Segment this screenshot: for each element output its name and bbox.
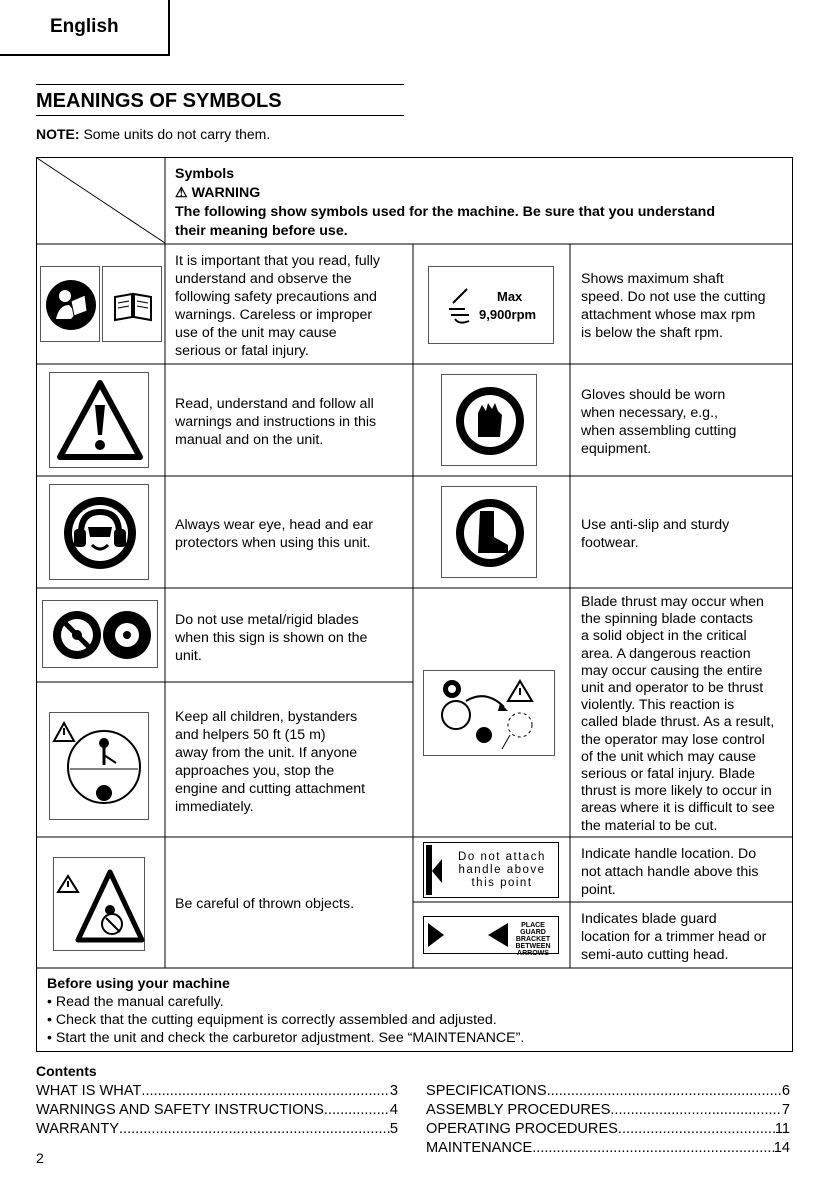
text-line: unit and operator to be thrust (581, 680, 764, 697)
text-line: this point (471, 877, 533, 889)
text-line: Do not attach (458, 851, 546, 863)
toc-leader (141, 1082, 389, 1100)
guard-text (581, 910, 766, 964)
text-line: when this sign is shown on the (175, 630, 368, 646)
bystanders-text (175, 708, 365, 816)
text-line: not attach handle above this (581, 864, 759, 880)
text-line: when necessary, e.g., (581, 405, 718, 421)
toc-label: MAINTENANCE (426, 1140, 533, 1156)
toc-entry[interactable] (426, 1139, 790, 1157)
read-manual-person-icon (40, 266, 100, 342)
text-line: serious or fatal injury. (175, 343, 309, 359)
read-manual-text (175, 252, 380, 360)
text-line: handle above (458, 864, 546, 876)
warning-triangle-icon (49, 372, 149, 468)
toc-label: WARRANTY (36, 1121, 119, 1137)
toc-leader (324, 1101, 390, 1119)
text-line: the material to be cut. (581, 817, 718, 834)
text-line: warnings and instructions in this (175, 414, 377, 430)
text-line: Gloves should be worn (581, 387, 726, 403)
text-line: location for a trimmer head or (581, 929, 767, 945)
text-line: Keep all children, bystanders (175, 709, 358, 725)
toc-page: 11 (774, 1121, 790, 1137)
text-line: called blade thrust. As a result, (581, 714, 775, 731)
text-line: engine and cutting attachment (175, 781, 366, 797)
text-line: and helpers 50 ft (15 m) (175, 727, 326, 743)
max-rpm-icon (428, 266, 554, 344)
header-symbols: Symbols (175, 166, 235, 182)
toc-page: 6 (781, 1083, 790, 1099)
bystanders-icon (49, 712, 149, 820)
blade-thrust-icon (423, 670, 555, 756)
before-item: • Start the unit and check the carburetor adjustment. See “MAINTENANCE”. (47, 1030, 525, 1046)
text-line: Do not use metal/rigid blades (175, 612, 359, 628)
text-line: manual and on the unit. (175, 432, 324, 448)
text-line: It is important that you read, fully (175, 253, 381, 269)
blade-thrust-text (581, 594, 775, 835)
text-line: use of the unit may cause (175, 325, 337, 341)
header-line4: their meaning before use. (175, 223, 348, 239)
text-line: PLACE GUARD (520, 922, 546, 936)
blade-guard-icon (423, 916, 559, 957)
before-item: • Check that the cutting equipment is correctly assembled and adjusted. (47, 1012, 497, 1028)
text-line: point. (581, 882, 616, 898)
handle-text (581, 845, 758, 899)
text-line: Read, understand and follow all (175, 396, 374, 412)
text-line: areas where it is difficult to see (581, 800, 775, 817)
max-rpm-text (581, 270, 766, 342)
text-line: warnings. Careless or improper (175, 307, 373, 323)
book-icon (102, 266, 162, 342)
no-metal-blade-icon (42, 600, 158, 668)
text-line: Blade thrust may occur when (581, 594, 764, 610)
text-line: BRACKET (515, 936, 551, 943)
gloves-text (581, 386, 736, 458)
text-line: thrust is more likely to occur in (581, 783, 772, 800)
no-metal-text (175, 611, 367, 665)
text-line: serious or fatal injury. Blade (581, 766, 756, 783)
text-line: equipment. (581, 441, 652, 457)
before-using-section (47, 975, 524, 1047)
text-line: Indicates blade guard (581, 911, 717, 927)
text-line: attachment whose max rpm (581, 307, 756, 323)
text-line: protectors when using this unit. (175, 535, 371, 551)
section-title: MEANINGS OF SYMBOLS (36, 90, 282, 112)
text-line: a solid object in the critical (581, 628, 747, 645)
max-label: Max (497, 289, 523, 304)
toc-label: WHAT IS WHAT (36, 1083, 142, 1099)
header-warning: ⚠ WARNING (175, 185, 261, 201)
toc-page: 4 (389, 1102, 398, 1118)
toc-leader (618, 1120, 775, 1138)
text-line: Indicate handle location. Do (581, 846, 757, 862)
text-line: following safety precautions and (175, 289, 377, 305)
text-line: the spinning blade contacts (581, 611, 753, 628)
text-line: Always wear eye, head and ear (175, 517, 373, 533)
toc-label: WARNINGS AND SAFETY INSTRUCTIONS (36, 1102, 324, 1118)
text-line: may occur causing the entire (581, 662, 763, 679)
header-line3: The following show symbols used for the machine. Be sure that you understand (175, 204, 715, 220)
text-line: the operator may lose control (581, 731, 765, 748)
page-number: 2 (36, 1150, 44, 1166)
toc-page: 3 (389, 1083, 398, 1099)
toc-page: 7 (781, 1102, 790, 1118)
contents-title: Contents (36, 1063, 97, 1079)
warning-text (175, 395, 376, 449)
toc-page: 14 (773, 1140, 790, 1156)
toc-entry[interactable] (36, 1120, 398, 1138)
text-line: violently. This reaction is (581, 697, 735, 714)
text-line: is below the shaft rpm. (581, 325, 723, 341)
toc-label: OPERATING PROCEDURES (426, 1121, 618, 1137)
toc-entry[interactable] (426, 1120, 790, 1138)
text-line: away from the unit. If anyone (175, 745, 358, 761)
footwear-icon (441, 486, 537, 578)
text-line: BETWEEN (515, 943, 551, 950)
guard-icon-text (510, 922, 556, 957)
protectors-text (175, 516, 373, 552)
toc-entry[interactable] (426, 1082, 790, 1100)
text-line: Use anti-slip and sturdy (581, 517, 730, 533)
text-line: speed. Do not use the cutting (581, 289, 766, 305)
toc-leader (532, 1139, 774, 1157)
note-label: NOTE: (36, 126, 80, 142)
before-item: • Read the manual carefully. (47, 994, 224, 1010)
protectors-icon (49, 484, 149, 580)
text-line: unit. (175, 648, 202, 664)
text-line: area. A dangerous reaction (581, 645, 751, 662)
toc-leader (547, 1082, 782, 1100)
before-using-title: Before using your machine (47, 976, 230, 992)
footwear-text (581, 516, 729, 552)
language-label: English (50, 16, 119, 37)
toc-label: ASSEMBLY PROCEDURES (426, 1102, 611, 1118)
text-line: ARROWS (517, 950, 549, 957)
note-text: Some units do not carry them. (79, 126, 271, 142)
toc-leader (610, 1101, 782, 1119)
text-line: footwear. (581, 535, 639, 551)
gloves-icon (441, 374, 537, 466)
handle-icon-text (452, 851, 552, 890)
text-line: semi-auto cutting head. (581, 947, 729, 963)
toc-page: 5 (389, 1121, 398, 1137)
table-header (175, 165, 790, 241)
text-line: Shows maximum shaft (581, 271, 724, 287)
text-line: immediately. (175, 799, 254, 815)
text-line: of the unit which may cause (581, 748, 757, 765)
rpm-label: 9,900rpm (479, 307, 537, 322)
toc-entry[interactable] (36, 1082, 398, 1100)
thrown-text: Be careful of thrown objects. (175, 896, 355, 912)
toc-entry[interactable] (426, 1101, 790, 1119)
text-line: when assembling cutting (581, 423, 737, 439)
toc-leader (119, 1120, 390, 1138)
handle-location-icon (423, 842, 559, 898)
toc-label: SPECIFICATIONS (426, 1083, 547, 1099)
text-line: understand and observe the (175, 271, 352, 287)
thrown-objects-icon (53, 857, 145, 951)
text-line: approaches you, stop the (175, 763, 335, 779)
toc-entry[interactable] (36, 1101, 398, 1119)
